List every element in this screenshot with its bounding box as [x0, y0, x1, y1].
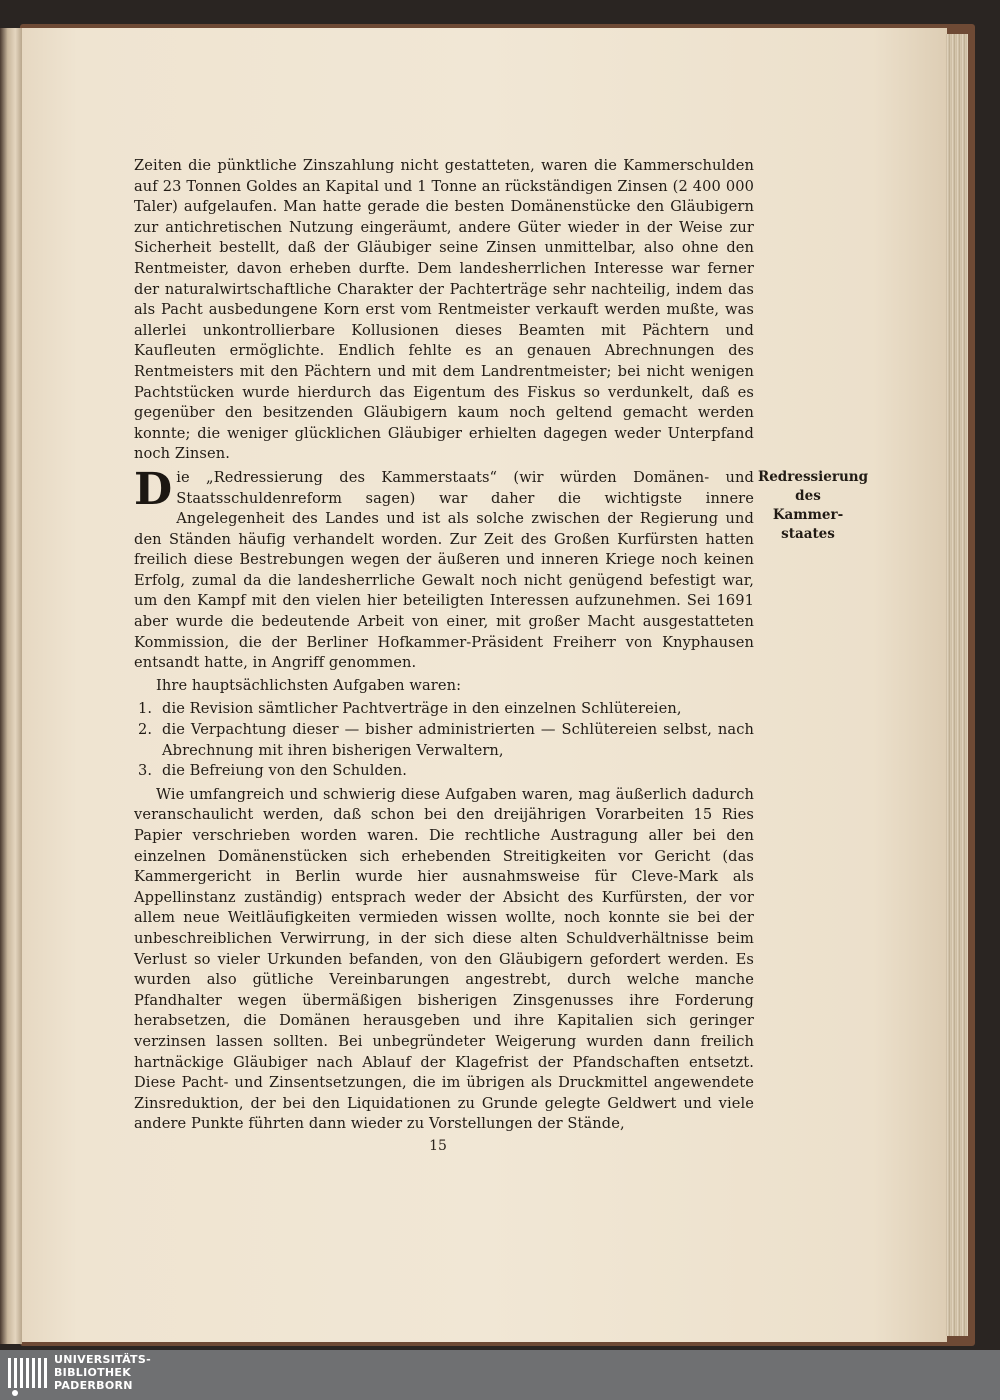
list-item-text: die Revision sämtlicher Pachtverträge in den einzelnen Schlütereien, [162, 700, 682, 718]
paragraph-intro: Zeiten die pünktliche Zinszahlung nicht gestatteten, waren die Kammerschulden auf 23 Tonnen Goldes an Kapital und 1 Tonne an rückständigen Zinsen (2 400 000 Taler) aufgelaufen. Man hatte gerade die besten Domänenstücke den Gläubigern zur antichretischen Nutzung eingeräumt, andere Güter wieder in der Weise zur Sicherheit bestellt, daß der Gläubiger seine Zinsen unmittelbar, also ohne den Rentmeister, davon erheben durfte. Dem landesherrlichen Interesse war ferner der naturalwirtschaftliche Charakter der Pachterträge sehr nachteilig, indem das als Pacht ausbedungene Korn erst vom Rentmeister verkauft werden mußte, was allerlei unkontrollierbare Kollusionen dieses Beamten mit Pächtern und Kaufleuten ermöglichte. Endlich fehlte es an genauen Abrechnungen des Rentmeisters mit den Pächtern und mit dem Landrentmeister; bei nicht wenigen Pachtstücken wurde hierdurch das Eigentum des Fiskus so verdunkelt, daß es gegenüber den besitzenden Gläubigern kaum noch geltend gemacht werden konnte; die weniger glücklichen Gläubiger erhielten dagegen weder Unterpfand noch Zinsen. [134, 157, 754, 463]
paragraph-redressierung [134, 463, 754, 674]
marginal-note-line: staates [781, 526, 835, 542]
drop-cap: D [134, 463, 173, 515]
library-name-line: PADERBORN [54, 1379, 133, 1392]
library-name-line: UNIVERSITÄTS- [54, 1353, 151, 1366]
task-list [134, 699, 754, 781]
list-intro: Ihre hauptsächlichsten Aufgaben waren: [156, 676, 462, 694]
list-item-number: 3. [138, 762, 153, 780]
list-item-text: die Verpachtung dieser — bisher administrierten — Schlütereien selbst, nach Abrechnung mit ihren bisherigen Verwaltern, [162, 721, 754, 759]
paragraph-last: Wie umfangreich und schwierig diese Aufgaben waren, mag äußerlich dadurch veranschaulicht werden, daß schon bei den dreijährigen Vorarbeiten 15 Ries Papier verschrieben worden waren. Die rechtliche Austragung aller bei den einzelnen Domänenstücken sich erhebenden Streitigkeiten vor Gericht (das Kammergericht in Berlin wurde hier ausnahmsweise für Cleve-Mark als Appellinstanz zuständig) entsprach weder der Absicht des Kurfürsten, der vor allem neue Weitläufigkeiten vermieden wissen wollte, noch konnte sie bei der unbeschreiblichen Verwirrung, in der sich diese alten Schuldverhältnisse beim Verlust so vieler Urkunden befanden, von den Gläubigern gefordert werden. Es wurden also gütliche Vereinbarungen angestrebt, durch welche manche Pfandhalter wegen übermäßigen bisherigen Zinsgenusses ihre Forderung herabsetzen, die Domänen herausgeben und ihre Kapitalien sich geringer verzinsen lassen sollten. Bei unbegründeter Weigerung wurden dann freilich hartnäckige Gläubiger nach Ablauf der Klagefrist der Pfandschaften entsetzt. Diese Pacht- und Zinsentsetzungen, die im übrigen als Druckmittel angewendete Zinsreduktion, der bei den Liquidationen zu Grunde gelegte Geldwert und viele andere Punkte führten dann wieder zu Vorstellungen der Stände, [134, 785, 754, 1133]
library-name [54, 1353, 151, 1392]
marginal-note [758, 468, 869, 544]
ub-paderborn-logo-icon [6, 1352, 50, 1398]
list-item [134, 761, 754, 782]
library-name-line: BIBLIOTHEK [54, 1366, 132, 1379]
list-item-number: 1. [138, 700, 153, 718]
left-page-edge [0, 28, 22, 1344]
marginal-note-line: des Kammer- [772, 488, 844, 523]
paragraph-redressierung-text: ie „Redressierung des Kammerstaats“ (wir würden Domänen- und Staatsschuldenreform sagen) war daher die wichtigste innere Angelegenheit des Landes und ist als solche zwischen der Regierung und den Ständen häufig verhandelt worden. Zur Zeit des Großen Kurfürsten hatten freilich diese Bestrebungen wegen der äußeren und inneren Kriege noch keinen Erfolg, zumal da die landesherrliche Gewalt noch nicht genügend befestigt war, um den Kampf mit den vielen hier beteiligten Interessen aufzunehmen. Sei 1691 aber wurde die bedeutende Arbeit von einer, mit großer Macht ausgestatteten Kommission, die der Berliner Hofkammer-Präsident Freiherr von Knyphausen entsandt hatte, in Angriff genommen. [134, 468, 754, 672]
list-item [134, 720, 754, 761]
page-number: 15 [429, 1138, 447, 1154]
list-item [134, 699, 754, 720]
list-item-number: 2. [138, 721, 153, 739]
page-stack-edge [946, 34, 968, 1336]
list-item-text: die Befreiung von den Schulden. [162, 762, 407, 780]
body-text [134, 156, 754, 1135]
marginal-note-line: Redressierung [758, 469, 869, 485]
